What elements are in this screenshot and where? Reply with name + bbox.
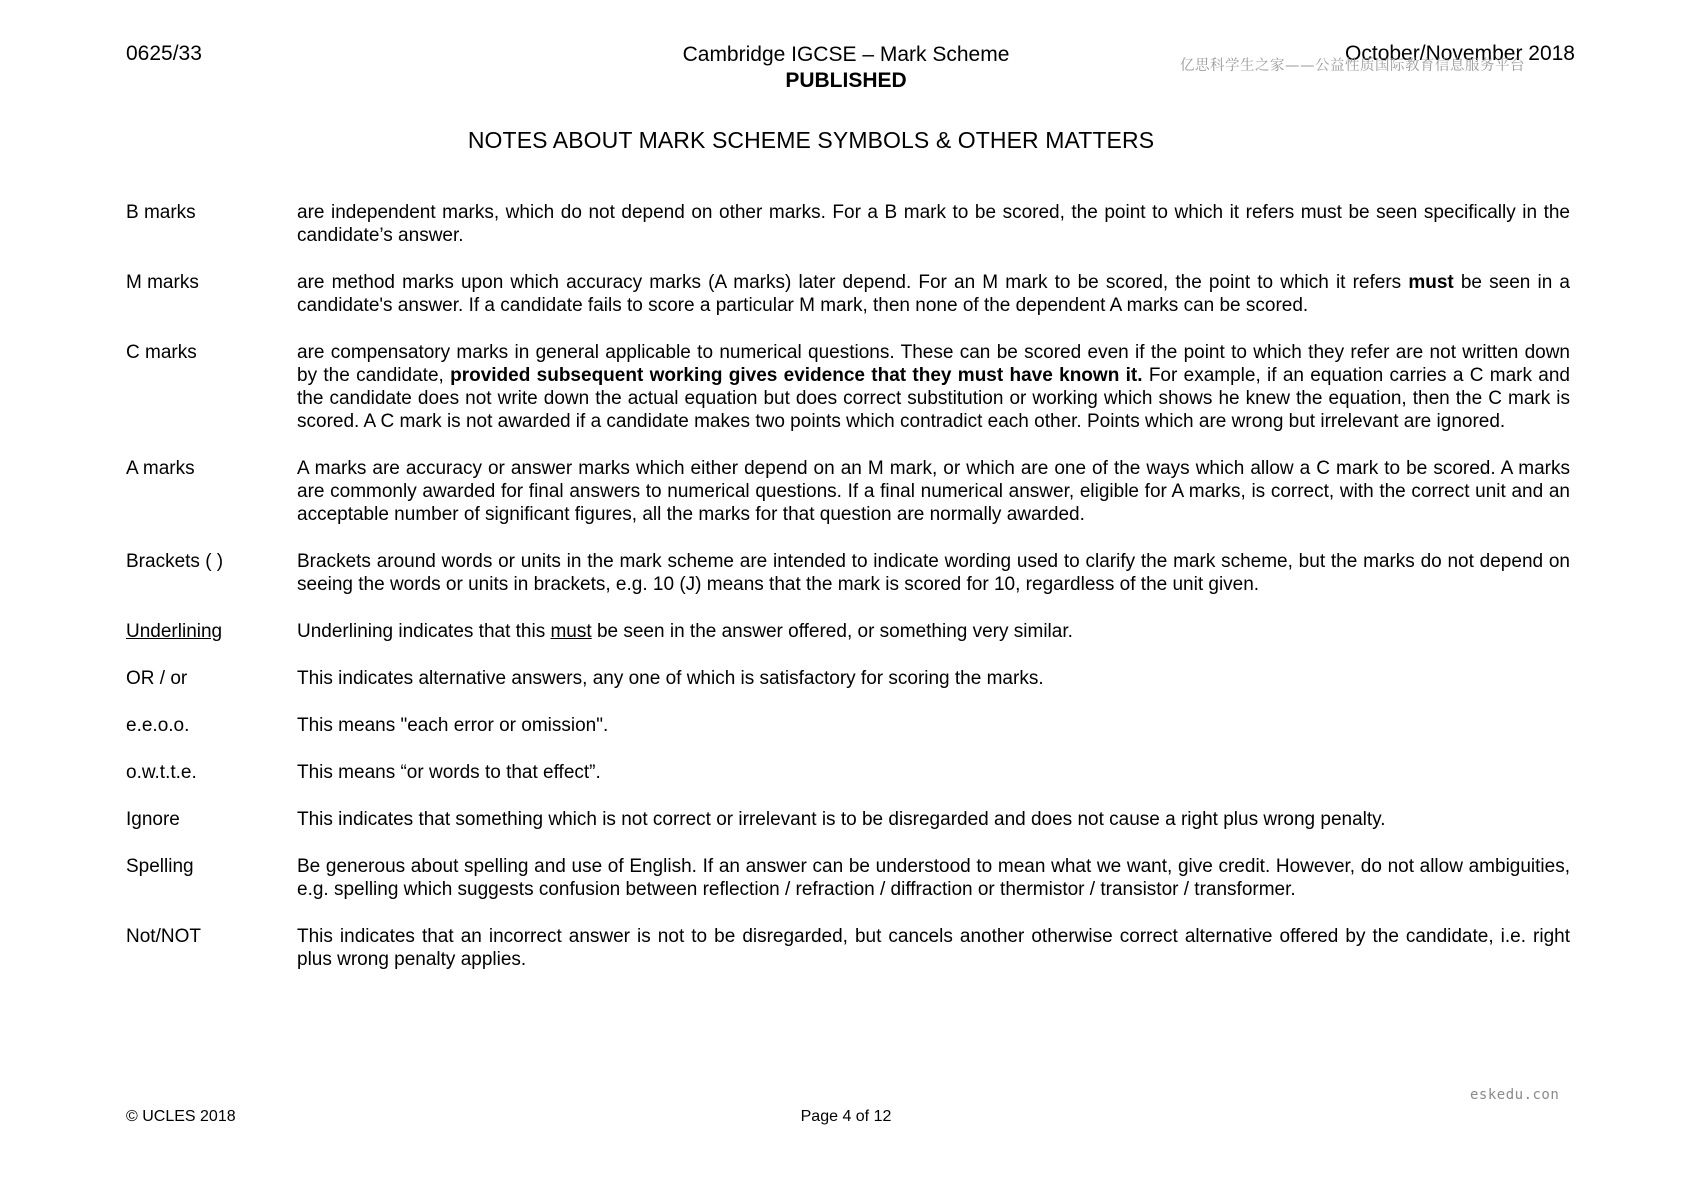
note-term: Ignore: [126, 809, 180, 830]
note-desc: [297, 271, 1570, 317]
note-not: [126, 925, 1570, 971]
note-eeoo: [126, 714, 1570, 737]
note-term: Not/NOT: [126, 926, 201, 947]
note-spelling: [126, 855, 1570, 901]
note-desc: Brackets around words or units in the mark scheme are intended to indicate wording used to clarify the mark scheme, but the marks do not depend on seeing the words or units in brackets, e.g. 10 (J) means that the mark is scored for 10, regardless of the unit given.: [297, 551, 1570, 595]
page-number: Page 4 of 12: [800, 1108, 892, 1125]
note-desc: Be generous about spelling and use of English. If an answer can be understood to mean what we want, give credit. However, do not allow ambiguities, e.g. spelling which suggests confusion between reflection / refraction / diffraction or thermistor / transistor / transformer.: [297, 856, 1570, 900]
note-desc-text: For example, if an equation carries a C mark and the candidate does not write down the actual equation but does correct substitution or working which shows he knew the equation, then the C mark is scored. A C mark is not awarded if a candidate makes two points which contradict each other. Points which are wrong but irrelevant are ignored.: [297, 365, 1570, 432]
note-ignore: [126, 808, 1570, 831]
note-desc: This means “or words to that effect”.: [297, 762, 601, 783]
note-or: [126, 667, 1570, 690]
note-desc: [297, 620, 1570, 643]
note-term: C marks: [126, 342, 197, 363]
note-desc: This indicates alternative answers, any one of which is satisfactory for scoring the marks.: [297, 668, 1044, 689]
note-desc-text: be seen in the answer offered, or something very similar.: [591, 621, 1073, 642]
note-desc: are independent marks, which do not depend on other marks. For a B mark to be scored, the point to which it refers must be seen specifically in the candidate’s answer.: [297, 202, 1570, 246]
section-title: NOTES ABOUT MARK SCHEME SYMBOLS & OTHER MATTERS: [467, 127, 1155, 153]
note-term: A marks: [126, 458, 195, 479]
note-desc-text: are compensatory marks in general applicable to numerical questions. These can be scored even if the point to which they refer are not written down by the candidate,: [297, 342, 1570, 386]
note-desc: A marks are accuracy or answer marks which either depend on an M mark, or which are one of the ways which allow a C mark to be scored. A marks are commonly awarded for final answers to numerical questions. If a final numerical answer, eligible for A marks, is correct, with the correct unit and an acceptable number of significant figures, all the marks for that question are normally awarded.: [297, 458, 1570, 525]
note-underlining: [126, 620, 1570, 643]
note-desc: This indicates that something which is not correct or irrelevant is to be disregarded and does not cause a right plus wrong penalty.: [297, 809, 1386, 830]
note-term: Underlining: [126, 621, 223, 642]
note-desc-text: Underlining indicates that this: [297, 621, 551, 642]
note-term: Brackets ( ): [126, 551, 224, 572]
note-desc: This indicates that an incorrect answer is not to be disregarded, but cancels another otherwise correct alternative offered by the candidate, i.e. right plus wrong penalty applies.: [297, 926, 1570, 970]
note-desc-text: are method marks upon which accuracy marks (A marks) later depend. For an M mark to be scored, the point to which it refers: [297, 272, 1409, 293]
note-term: OR / or: [126, 668, 188, 689]
note-term: e.e.o.o.: [126, 715, 190, 736]
note-term: o.w.t.t.e.: [126, 762, 197, 783]
note-c-marks: [126, 341, 1570, 433]
note-term: Spelling: [126, 856, 194, 877]
header-watermark: 亿思科学生之家——公益性质国际教育信息服务平台: [1180, 58, 1525, 74]
note-desc-bold: must: [1408, 272, 1454, 293]
note-desc-bold: provided subsequent working gives evidence that they must have known it.: [450, 365, 1143, 386]
note-owtte: [126, 761, 1570, 784]
note-term: B marks: [126, 202, 196, 223]
note-brackets: [126, 550, 1570, 596]
footer-watermark: eskedu.con: [1470, 1087, 1560, 1103]
syllabus-code: 0625/33: [126, 42, 202, 65]
note-a-marks: [126, 457, 1570, 526]
notes-list: [126, 201, 1570, 995]
note-term: M marks: [126, 272, 199, 293]
copyright: © UCLES 2018: [126, 1108, 236, 1125]
note-m-marks: [126, 271, 1570, 317]
exam-session: October/November 2018: [1345, 42, 1575, 65]
note-desc-text: be seen in a candidate's answer. If a candidate fails to score a particular M mark, then none of the dependent A marks can be scored.: [297, 272, 1570, 316]
note-desc: [297, 341, 1570, 433]
published-label: PUBLISHED: [785, 69, 907, 92]
note-desc-underlined: must: [550, 621, 592, 642]
note-desc: This means "each error or omission".: [297, 715, 609, 736]
note-b-marks: [126, 201, 1570, 247]
mark-scheme-title: Cambridge IGCSE – Mark Scheme: [682, 43, 1010, 66]
